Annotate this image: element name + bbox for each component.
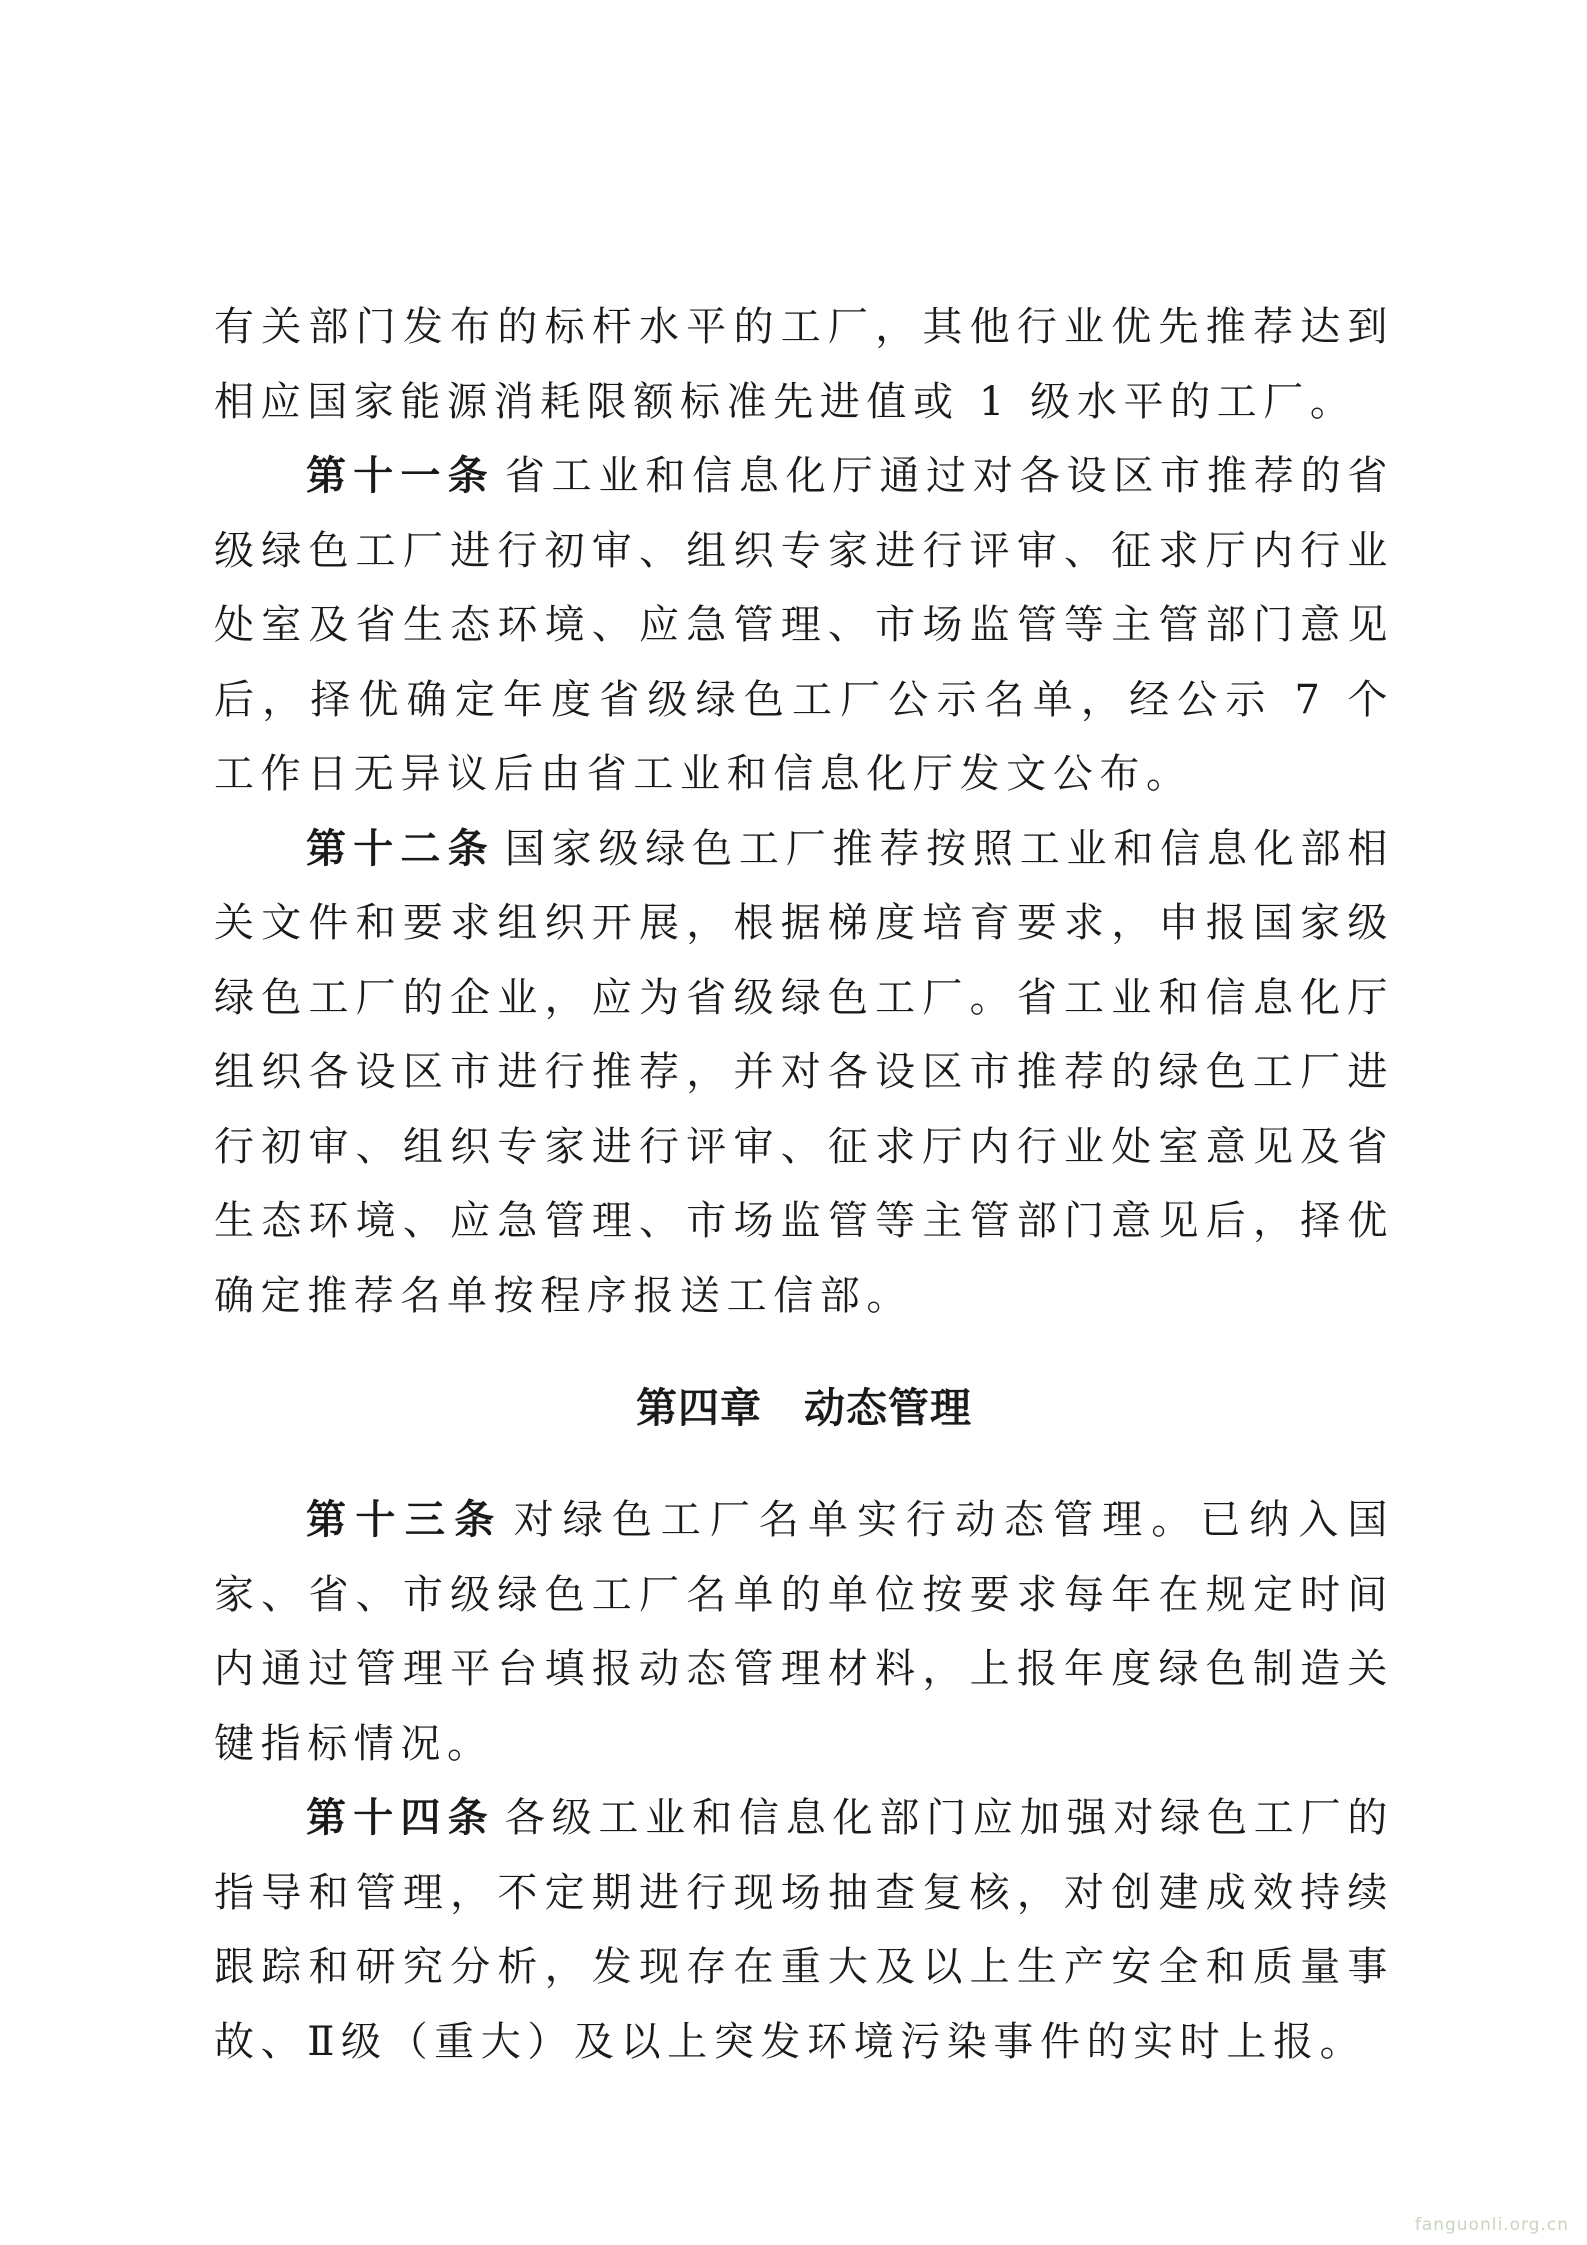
article-text: 省工业和信息化厅通过对各设区市推荐的省级绿色工厂进行初审、组织专家进行评审、征求厅内行业处室及省生态环境、应急管理、市场监管等主管部门意见后，择优确定年度省级绿色工厂公示名单，经公示 7 个工作日无异议后由省工业和信息化厅发文公布。 (214, 453, 1395, 797)
article-number: 第十二条 (306, 825, 495, 872)
watermark: fanguonli.org.cn (1414, 2215, 1569, 2235)
article-text: 国家级绿色工厂推荐按照工业和信息化部相关文件和要求组织开展，根据梯度培育要求，申报国家级绿色工厂的企业，应为省级绿色工厂。省工业和信息化厅组织各设区市进行推荐，并对各设区市推荐的绿色工厂进行初审、组织专家进行评审、征求厅内行业处室意见及省生态环境、应急管理、市场监管等主管部门意见后，择优确定推荐名单按程序报送工信部。 (214, 825, 1395, 1319)
document-page (214, 290, 1394, 2079)
article-14 (214, 1781, 1394, 2079)
paragraph-continuation (214, 290, 1394, 439)
chapter-title: 第四章 动态管理 (636, 1384, 972, 1432)
article-13 (214, 1483, 1394, 1781)
article-text: 对绿色工厂名单实行动态管理。已纳入国家、省、市级绿色工厂名单的单位按要求每年在规定时间内通过管理平台填报动态管理材料，上报年度绿色制造关键指标情况。 (214, 1497, 1394, 1767)
article-12 (214, 812, 1394, 1334)
article-number: 第十三条 (306, 1497, 504, 1543)
article-number: 第十一条 (306, 453, 495, 499)
article-text: 各级工业和信息化部门应加强对绿色工厂的指导和管理，不定期进行现场抽查复核，对创建成效持续跟踪和研究分析，发现存在重大及以上生产安全和质量事故、Ⅱ级（重大）及以上突发环境污染事件的实时上报。 (214, 1795, 1395, 2065)
article-11 (214, 439, 1394, 812)
paragraph-text: 有关部门发布的标杆水平的工厂，其他行业优先推荐达到相应国家能源消耗限额标准先进值或 1 级水平的工厂。 (214, 304, 1394, 425)
article-number: 第十四条 (306, 1795, 495, 1841)
